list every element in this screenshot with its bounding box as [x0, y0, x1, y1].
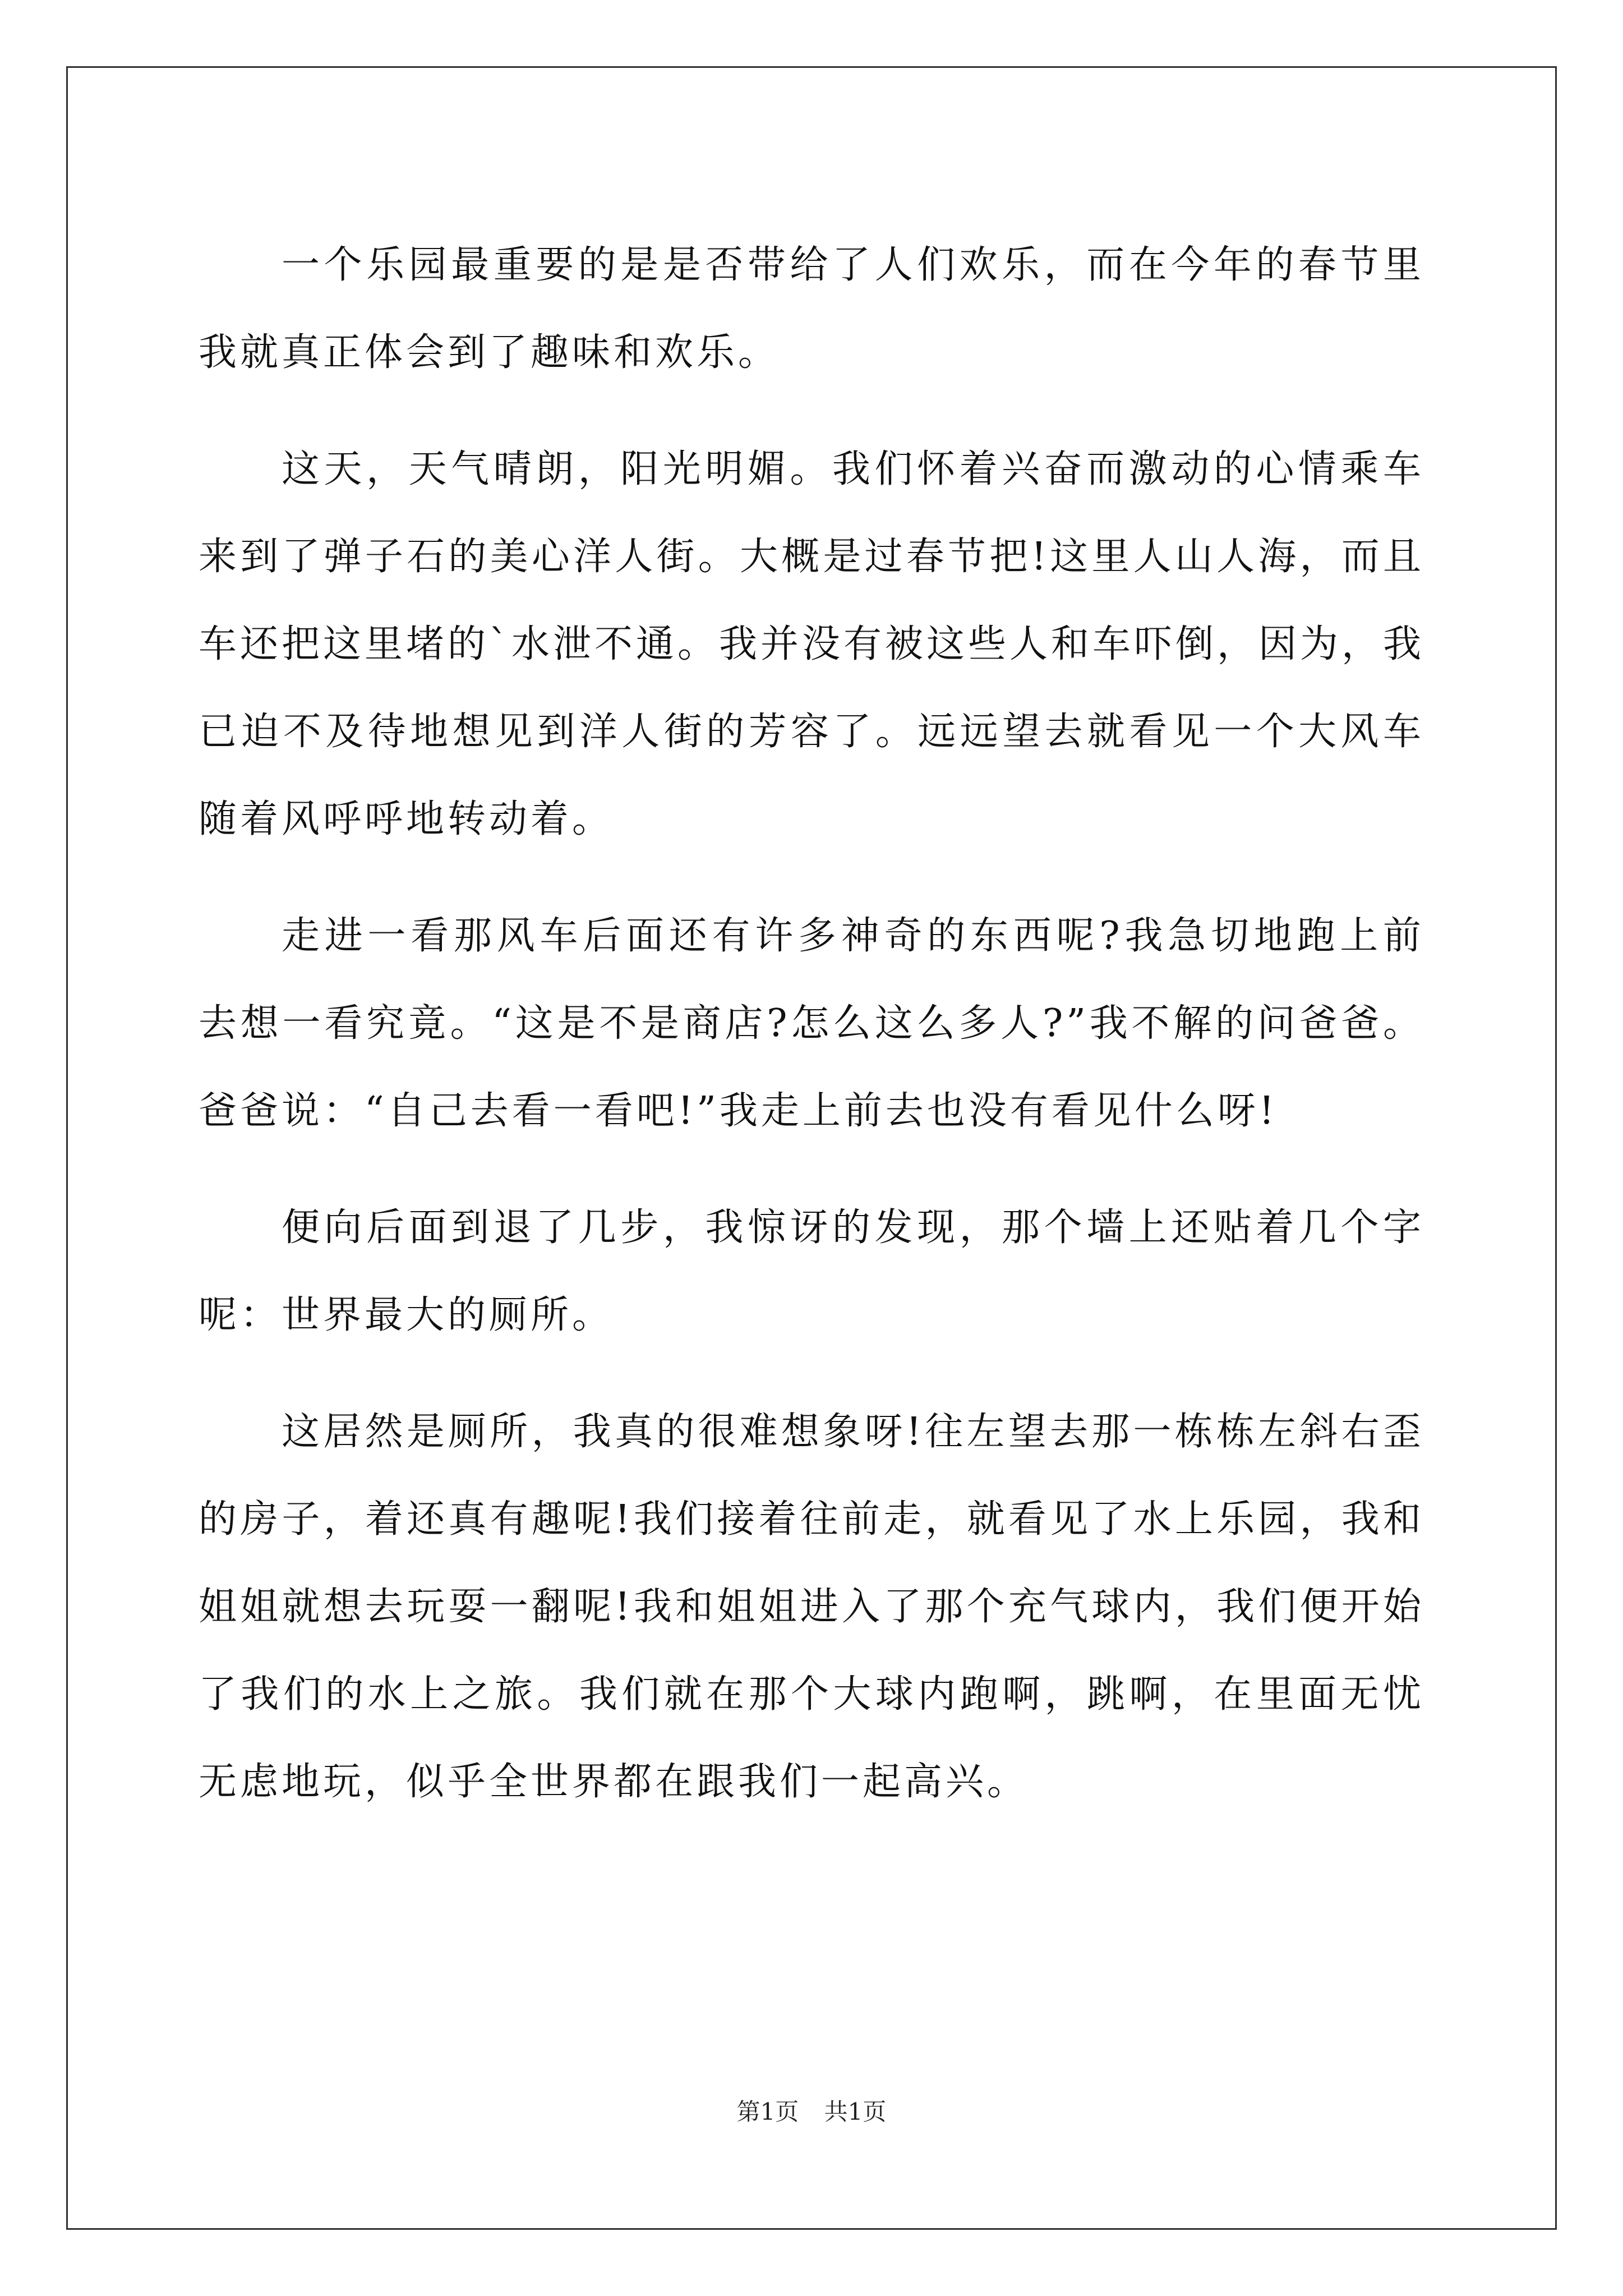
paragraph-3: 走进一看那风车后面还有许多神奇的东西呢?我急切地跑上前去想一看究竟。“这是不是商店?怎么这么多人?”我不解的问爸爸。爸爸说：“自己去看一看吧!”我走上前去也没有看见什么呀! — [199, 914, 1424, 1133]
paragraph-2: 这天，天气晴朗，阳光明媚。我们怀着兴奋而激动的心情乘车来到了弹子石的美心洋人街。大概是过春节把!这里人山人海，而且车还把这里堵的`水泄不通。我并没有被这些人和车吓倒，因为，我已迫不及待地想见到洋人街的芳容了。远远望去就看见一个大风车随着风呼呼地转动着。 — [199, 447, 1425, 841]
document-body — [199, 222, 1424, 1855]
page-footer — [0, 2095, 1623, 2129]
page-total: 共1页 — [824, 2098, 887, 2125]
paragraph-4: 便向后面到退了几步，我惊讶的发现，那个墙上还贴着几个字呢：世界最大的厕所。 — [199, 1205, 1424, 1337]
paragraph-5: 这居然是厕所，我真的很难想象呀!往左望去那一栋栋左斜右歪的房子，着还真有趣呢!我们接着往前走，就看见了水上乐园，我和姐姐就想去玩耍一翻呢!我和姐姐进入了那个充气球内，我们便开始了我们的水上之旅。我们就在那个大球内跑啊，跳啊，在里面无忧无虑地玩，似乎全世界都在跟我们一起高兴。 — [199, 1410, 1425, 1804]
page-number: 第1页 — [736, 2098, 799, 2125]
paragraph-1: 一个乐园最重要的是是否带给了人们欢乐，而在今年的春节里我就真正体会到了趣味和欢乐。 — [199, 243, 1424, 375]
